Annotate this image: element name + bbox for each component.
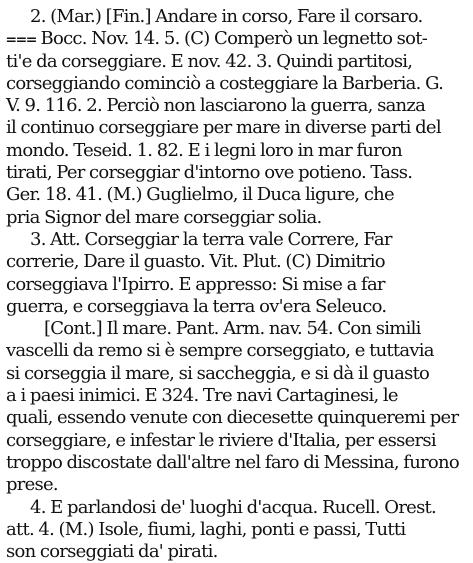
text-line: correrie, Dare il guasto. Vit. Plut. (C) Dimitrio bbox=[6, 251, 385, 273]
text-line: Ger. 18. 41. (M.) Guglielmo, il Duca ligure, che bbox=[6, 184, 394, 206]
text-line: 3. Att. Corseggiar la terra vale Correre, Far bbox=[30, 228, 392, 250]
text-line: pria Signor del mare corseggiar solia. bbox=[6, 206, 322, 228]
text-line: tirati, Per corseggiar d'intorno ove potieno. Tass. bbox=[6, 162, 413, 184]
text-line: 4. E parlandosi de' luoghi d'acqua. Rucell. Orest. bbox=[30, 496, 437, 518]
text-line: prese. bbox=[6, 474, 58, 496]
text-line: [Cont.] Il mare. Pant. Arm. nav. 54. Con simili bbox=[44, 318, 421, 340]
text-line: a i paesi inimici. E 324. Tre navi Cartaginesi, le bbox=[6, 385, 398, 407]
text-line: mondo. Teseid. 1. 82. E i legni loro in mar furon bbox=[6, 139, 402, 161]
text-line: corseggiava l'Ipirro. E appresso: Si mise a far bbox=[6, 273, 385, 295]
text-line: si corseggia il mare, si saccheggia, e si dà il guasto bbox=[6, 362, 430, 384]
text-line: corseggiare, e infestar le riviere d'Italia, per essersi bbox=[6, 429, 436, 451]
text-line: il continuo corseggiare per mare in diverse parti del bbox=[6, 117, 441, 139]
text-line: att. 4. (M.) Isole, fiumi, laghi, ponti e passi, Tutti bbox=[6, 518, 406, 540]
text-line: ti'e da corseggiare. E nov. 42. 3. Quindi partitosi, bbox=[6, 50, 413, 72]
text-line: ⩶ Bocc. Nov. 14. 5. (C) Comperò un legnetto sot- bbox=[6, 28, 428, 50]
text-line: troppo discostate dall'altre nel faro di Messina, furono bbox=[6, 451, 459, 473]
text-line: 2. (Mar.) [Fin.] Andare in corso, Fare il corsaro. bbox=[30, 6, 423, 27]
text-line: quali, essendo venute con diecesette quinqueremi per bbox=[6, 407, 459, 429]
text-line: corseggiando cominciò a costeggiare la Barberia. G. bbox=[6, 72, 444, 94]
text-line: son corseggiati da' pirati. bbox=[6, 541, 218, 563]
text-line: vascelli da remo si è sempre corseggiato, e tuttavia bbox=[6, 340, 434, 362]
text-line: guerra, e corseggiava la terra ov'era Seleuco. bbox=[6, 295, 387, 317]
text-line: V. 9. 116. 2. Perciò non lasciarono la guerra, sanza bbox=[6, 95, 426, 117]
